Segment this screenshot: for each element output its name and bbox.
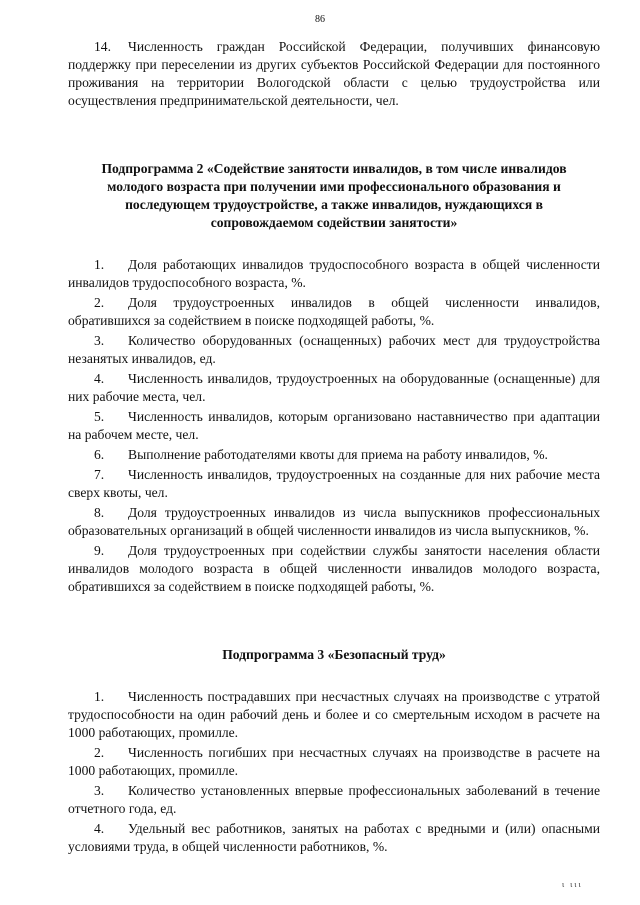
list-item	[68, 688, 600, 742]
item-text: Численность инвалидов, трудоустроенных на оборудованные (оснащенные) для них рабочие места, чел.	[68, 371, 600, 404]
item-number: 4.	[94, 371, 105, 386]
page-number: 86	[315, 14, 325, 25]
list-item	[68, 332, 600, 368]
item-number: 1.	[94, 257, 105, 272]
item-text: Доля трудоустроенных инвалидов в общей численности инвалидов, обратившихся за содействием в поиске подходящей работы, %.	[68, 295, 600, 328]
subprogram-2-heading: Подпрограмма 2 «Содействие занятости инвалидов, в том числе инвалидов молодого возраста при получении ими профессионального образования и последующем трудоустройстве, а также инвалидов, нуждающихся в сопровождаемом содействии занятости»	[101, 161, 567, 230]
footer-mark: ι ιιι	[562, 880, 583, 889]
item-text: Выполнение работодателями квоты для приема на работу инвалидов, %.	[128, 447, 548, 462]
list-item	[68, 782, 600, 818]
intro-paragraph	[68, 38, 600, 110]
list-item	[68, 256, 600, 292]
item-text: Численность инвалидов, трудоустроенных на созданные для них рабочие места сверх квоты, чел.	[68, 467, 600, 500]
subprogram-3-heading: Подпрограмма 3 «Безопасный труд»	[222, 647, 446, 662]
item-text: Доля работающих инвалидов трудоспособного возраста в общей численности инвалидов трудоспособного возраста, %.	[68, 257, 600, 290]
item-number: 7.	[94, 467, 105, 482]
item-number: 2.	[94, 745, 105, 760]
item-number: 5.	[94, 409, 105, 424]
item-text: Удельный вес работников, занятых на работах с вредными и (или) опасными условиями труда, в общей численности работников, %.	[68, 821, 600, 854]
list-item	[68, 466, 600, 502]
list-item	[68, 294, 600, 330]
item-number: 9.	[94, 543, 105, 558]
subprogram-3-list	[68, 688, 600, 856]
item-text: Численность погибших при несчастных случаях на производстве в расчете на 1000 работающих, промилле.	[68, 745, 600, 778]
item-text: Количество установленных впервые профессиональных заболеваний в течение отчетного года, ед.	[68, 783, 600, 816]
list-item	[68, 446, 600, 464]
item-number: 3.	[94, 783, 105, 798]
item-number: 14.	[94, 39, 111, 54]
list-item	[68, 744, 600, 780]
list-item	[68, 370, 600, 406]
item-number: 8.	[94, 505, 105, 520]
list-item	[68, 820, 600, 856]
list-item	[68, 542, 600, 596]
item-text: Численность граждан Российской Федерации, получивших финансовую поддержку при переселении из других субъектов Российской Федерации для постоянного проживания на территории Вологодской области с целью трудоустройства или осуществления предпринимательской деятельности, чел.	[68, 39, 600, 108]
list-item	[68, 504, 600, 540]
item-text: Доля трудоустроенных инвалидов из числа выпускников профессиональных образовательных организаций в общей численности инвалидов из числа выпускников, %.	[68, 505, 600, 538]
item-text: Количество оборудованных (оснащенных) рабочих мест для трудоустройства незанятых инвалидов, ед.	[68, 333, 600, 366]
item-text: Численность инвалидов, которым организовано наставничество при адаптации на рабочем месте, чел.	[68, 409, 600, 442]
list-item	[68, 408, 600, 444]
item-number: 1.	[94, 689, 105, 704]
item-number: 2.	[94, 295, 105, 310]
item-number: 4.	[94, 821, 105, 836]
document-body	[68, 38, 600, 856]
item-number: 6.	[94, 447, 105, 462]
subprogram-2-list	[68, 256, 600, 596]
item-text: Доля трудоустроенных при содействии службы занятости населения области инвалидов молодого возраста в общей численности инвалидов молодого возраста, обратившихся за содействием в поиске подходящей работы, %.	[68, 543, 600, 594]
item-text: Численность пострадавших при несчастных случаях на производстве с утратой трудоспособности на один рабочий день и более и со смертельным исходом в расчете на 1000 работающих, промилле.	[68, 689, 600, 740]
item-number: 3.	[94, 333, 105, 348]
